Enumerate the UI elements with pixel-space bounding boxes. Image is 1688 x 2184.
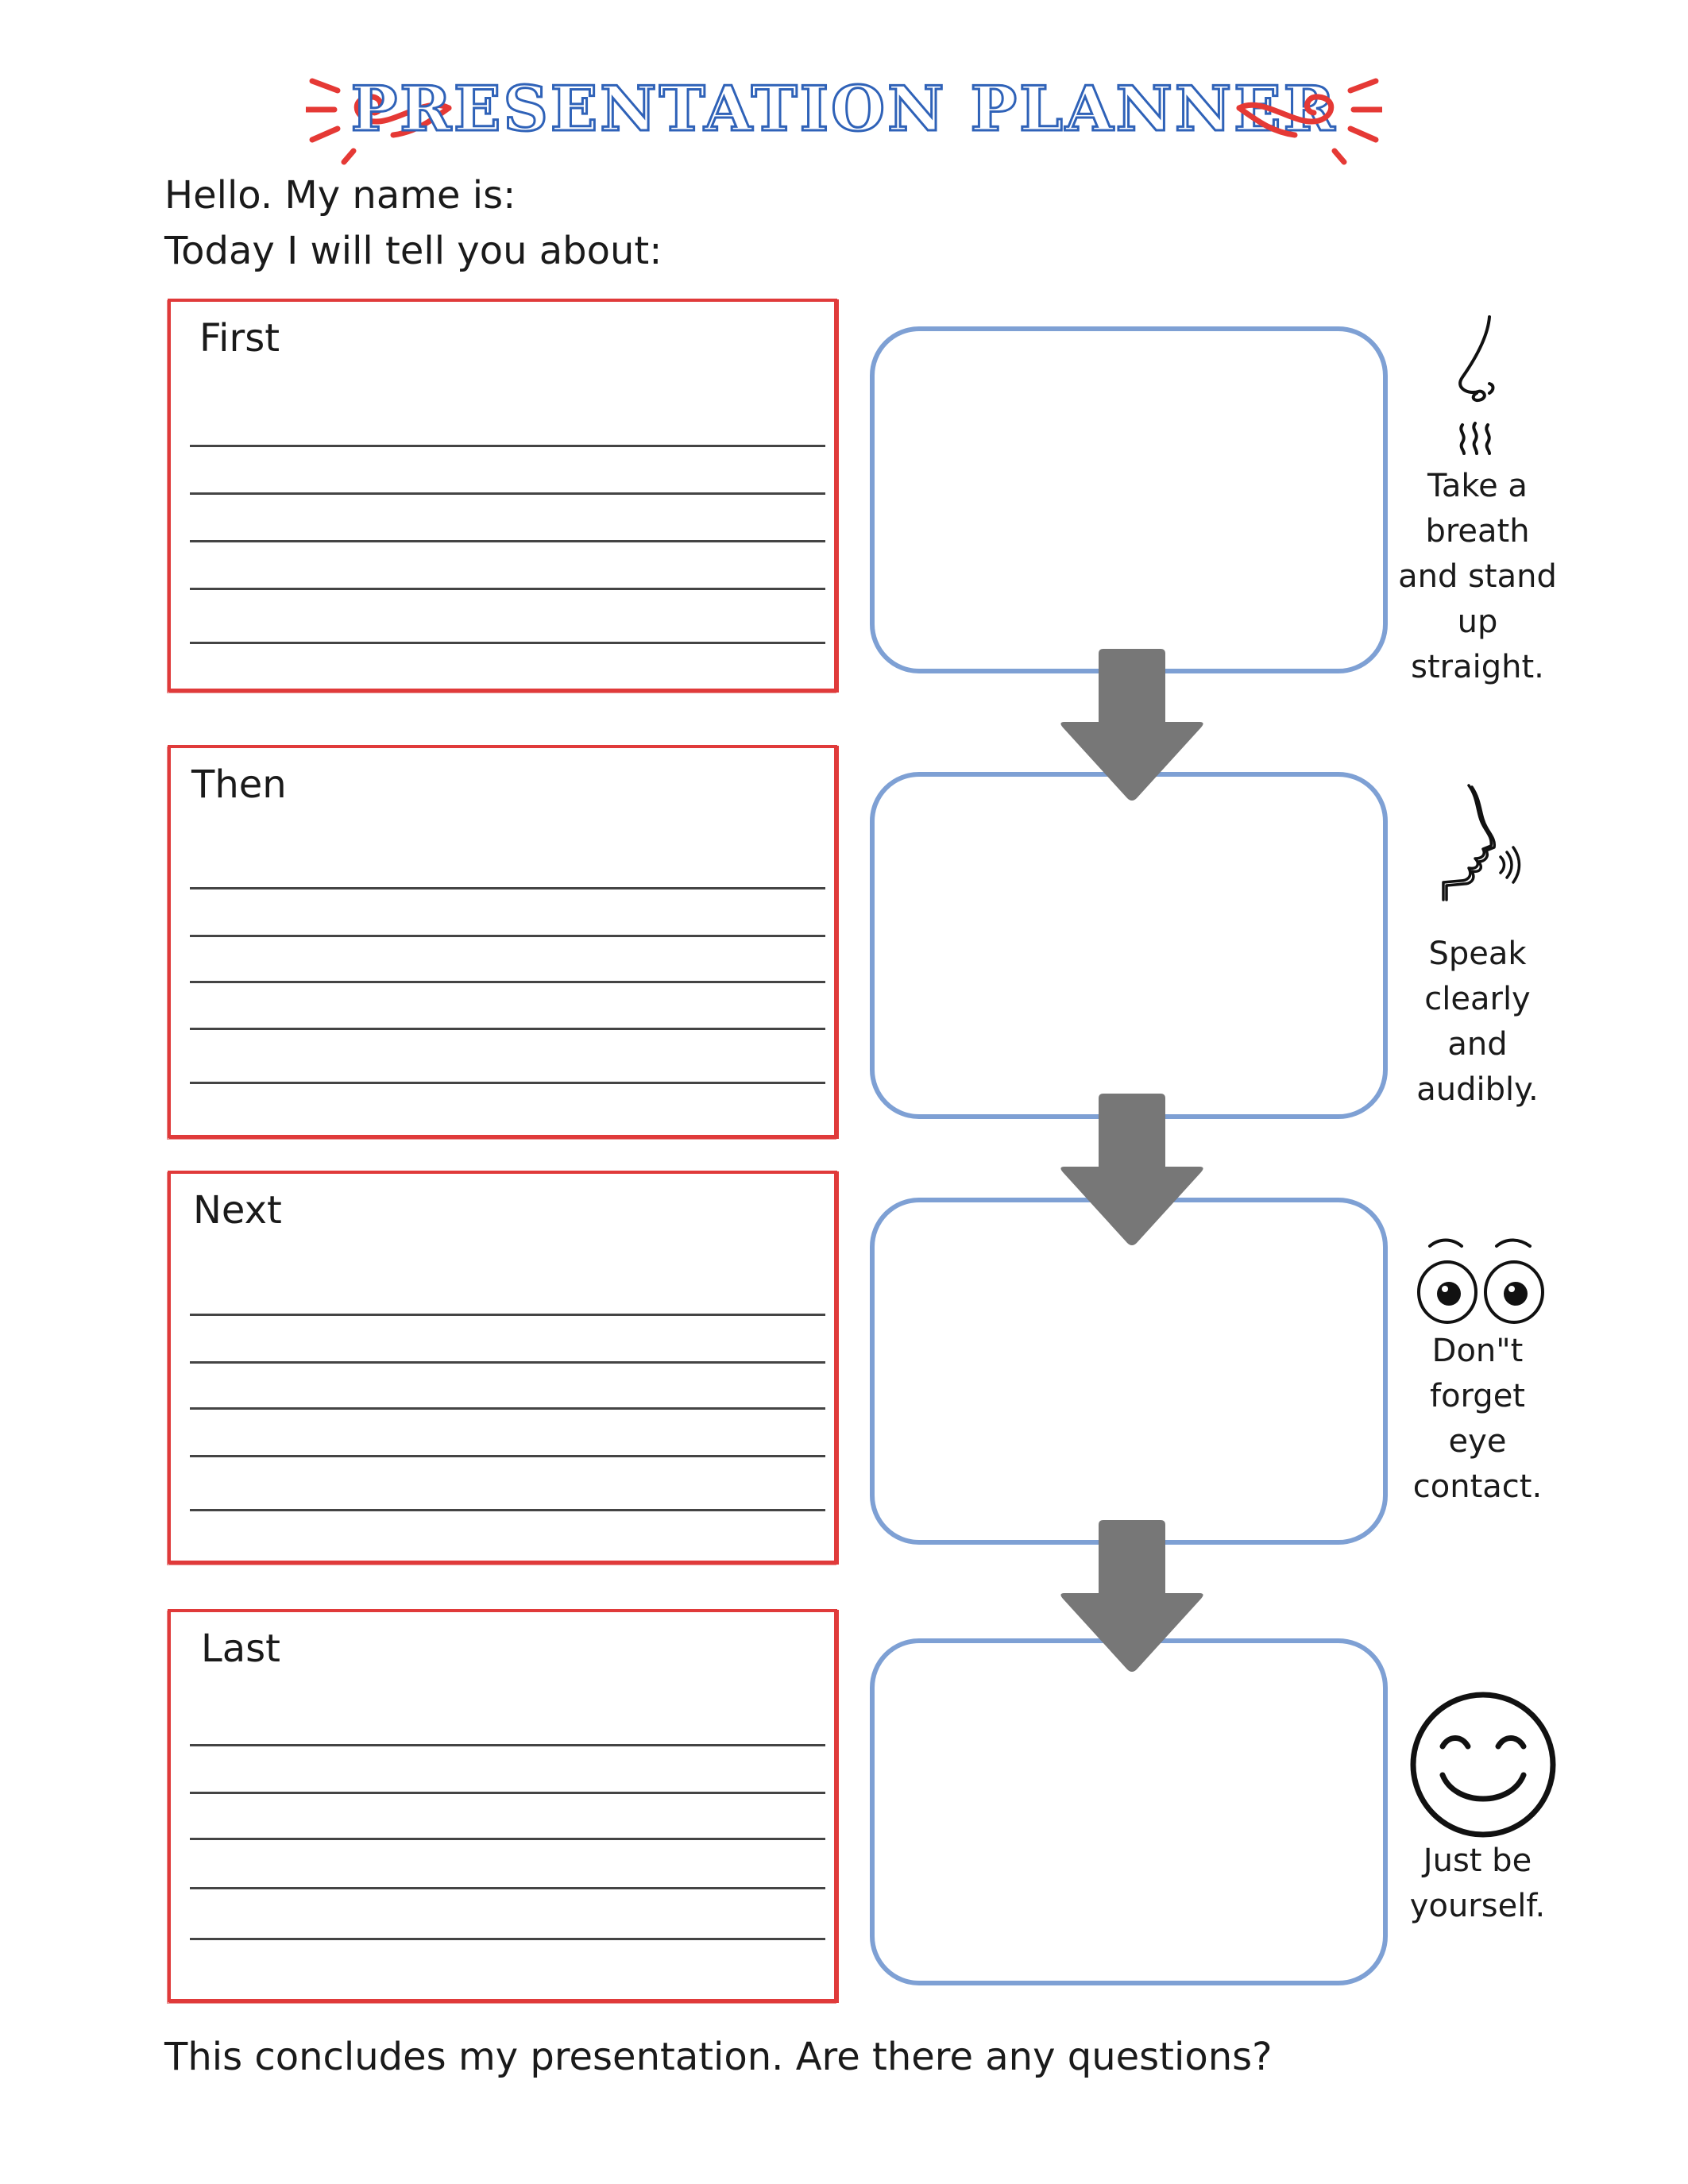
writing-line[interactable] <box>190 1314 825 1316</box>
page-title: PRESENTATION PLANNER <box>350 73 1338 145</box>
next-writing-panel <box>168 1171 837 1564</box>
flow-box-1[interactable] <box>870 326 1388 673</box>
tip-be-yourself: Just be yourself. <box>1409 1843 1546 1924</box>
writing-line[interactable] <box>190 1887 825 1889</box>
nose-breath-icon <box>1442 314 1513 457</box>
speaking-face-icon <box>1434 782 1529 925</box>
tip-speak-clearly: Speak clearly and audibly. <box>1416 936 1539 1108</box>
writing-line[interactable] <box>190 887 825 889</box>
writing-line[interactable] <box>190 588 825 590</box>
writing-line[interactable] <box>190 935 825 937</box>
last-writing-panel <box>168 1609 837 2002</box>
tip-eye-contact: Don"t forget eye contact. <box>1412 1333 1543 1505</box>
writing-line[interactable] <box>190 1082 825 1084</box>
down-arrow-icon <box>1058 1518 1206 1677</box>
eyes-icon <box>1416 1235 1551 1326</box>
topic-prompt: Today I will tell you about: <box>164 229 662 273</box>
panel-label-first: First <box>199 316 280 361</box>
down-arrow-icon <box>1058 647 1206 806</box>
writing-line[interactable] <box>190 540 825 542</box>
writing-line[interactable] <box>190 445 825 447</box>
flow-box-2[interactable] <box>870 772 1388 1119</box>
name-prompt: Hello. My name is: <box>164 173 516 218</box>
down-arrow-icon <box>1058 1092 1206 1251</box>
writing-line[interactable] <box>190 1792 825 1794</box>
writing-line[interactable] <box>190 1938 825 1940</box>
writing-line[interactable] <box>190 1455 825 1457</box>
panel-label-then: Then <box>191 762 287 807</box>
smiley-face-icon <box>1406 1688 1560 1842</box>
first-writing-panel <box>168 299 837 692</box>
writing-line[interactable] <box>190 1028 825 1030</box>
writing-line[interactable] <box>190 981 825 983</box>
panel-label-last: Last <box>201 1626 280 1671</box>
writing-line[interactable] <box>190 1361 825 1364</box>
writing-line[interactable] <box>190 642 825 644</box>
writing-line[interactable] <box>190 1509 825 1511</box>
writing-line[interactable] <box>190 492 825 495</box>
right-swirl-ornament <box>1231 64 1382 167</box>
writing-line[interactable] <box>190 1838 825 1840</box>
tip-breathe: Take a breath and stand up straight. <box>1398 468 1557 685</box>
closing-statement: This concludes my presentation. Are there any questions? <box>164 2035 1273 2079</box>
flow-box-4[interactable] <box>870 1638 1388 1985</box>
panel-label-next: Next <box>193 1188 282 1233</box>
writing-line[interactable] <box>190 1744 825 1746</box>
then-writing-panel <box>168 745 837 1138</box>
writing-line[interactable] <box>190 1407 825 1410</box>
